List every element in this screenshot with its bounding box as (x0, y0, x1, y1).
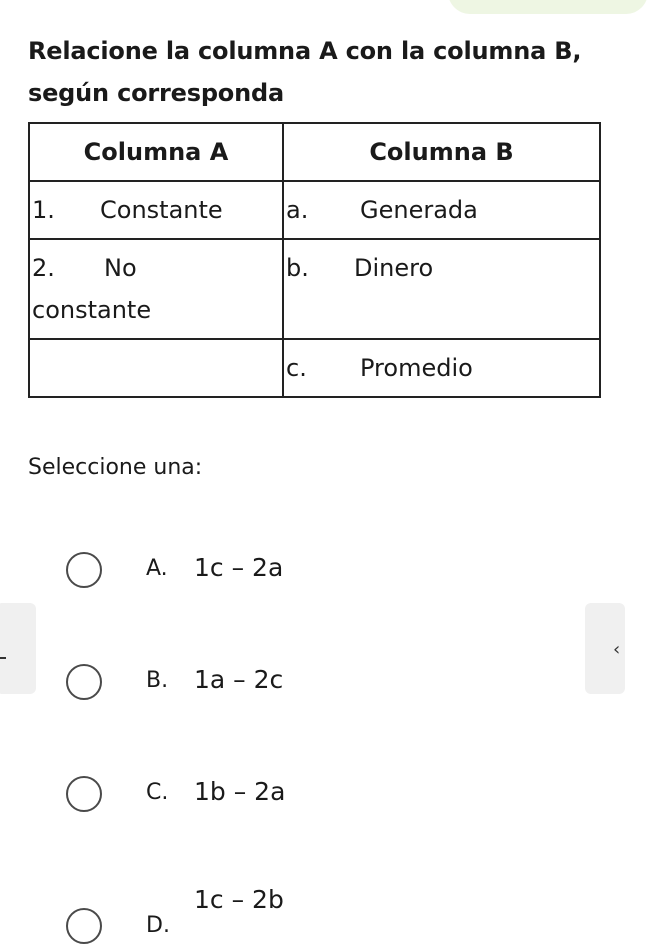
chevron-left-icon (0, 657, 6, 659)
header-pill (448, 0, 648, 14)
table-row (29, 181, 600, 239)
column-b-term: Dinero (354, 254, 434, 282)
option-letter: A. (146, 556, 168, 581)
column-b-term: Promedio (360, 354, 473, 382)
question-text: Relacione la columna A con la columna B, según corresponda (28, 37, 582, 107)
column-b-cell (283, 239, 600, 339)
option-letter: C. (146, 780, 169, 805)
radio-button-d[interactable] (66, 908, 102, 944)
table-header-row (29, 123, 600, 181)
option-letter: B. (146, 668, 169, 693)
column-b-term: Generada (360, 196, 478, 224)
matching-table (28, 122, 601, 398)
table-row (29, 339, 600, 397)
option-text[interactable]: 1c – 2b (194, 885, 284, 914)
next-question-button[interactable] (585, 603, 625, 694)
column-a-term-continued: constante (32, 296, 152, 324)
radio-button-c[interactable] (66, 776, 102, 812)
chevron-right-icon: ‹ (613, 639, 621, 660)
column-a-cell (29, 239, 283, 339)
column-b-cell (283, 181, 600, 239)
option-text[interactable]: 1b – 2a (194, 777, 286, 806)
option-letter: D. (146, 913, 170, 938)
radio-button-b[interactable] (66, 664, 102, 700)
column-a-number: 2. (32, 254, 55, 282)
column-b-letter: b. (286, 254, 309, 282)
column-a-cell (29, 181, 283, 239)
column-b-letter: c. (286, 354, 307, 382)
previous-question-button[interactable] (0, 603, 36, 694)
select-one-prompt: Seleccione una: (28, 455, 203, 480)
column-b-header: Columna B (283, 123, 600, 181)
option-text[interactable]: 1c – 2a (194, 553, 284, 582)
column-b-letter: a. (286, 196, 309, 224)
table-row (29, 239, 600, 339)
column-b-cell (283, 339, 600, 397)
option-text[interactable]: 1a – 2c (194, 665, 284, 694)
column-a-term: Constante (100, 196, 223, 224)
column-a-term: No (104, 254, 137, 282)
column-a-cell-empty (29, 339, 283, 397)
column-a-number: 1. (32, 196, 55, 224)
radio-button-a[interactable] (66, 552, 102, 588)
column-a-header: Columna A (29, 123, 283, 181)
